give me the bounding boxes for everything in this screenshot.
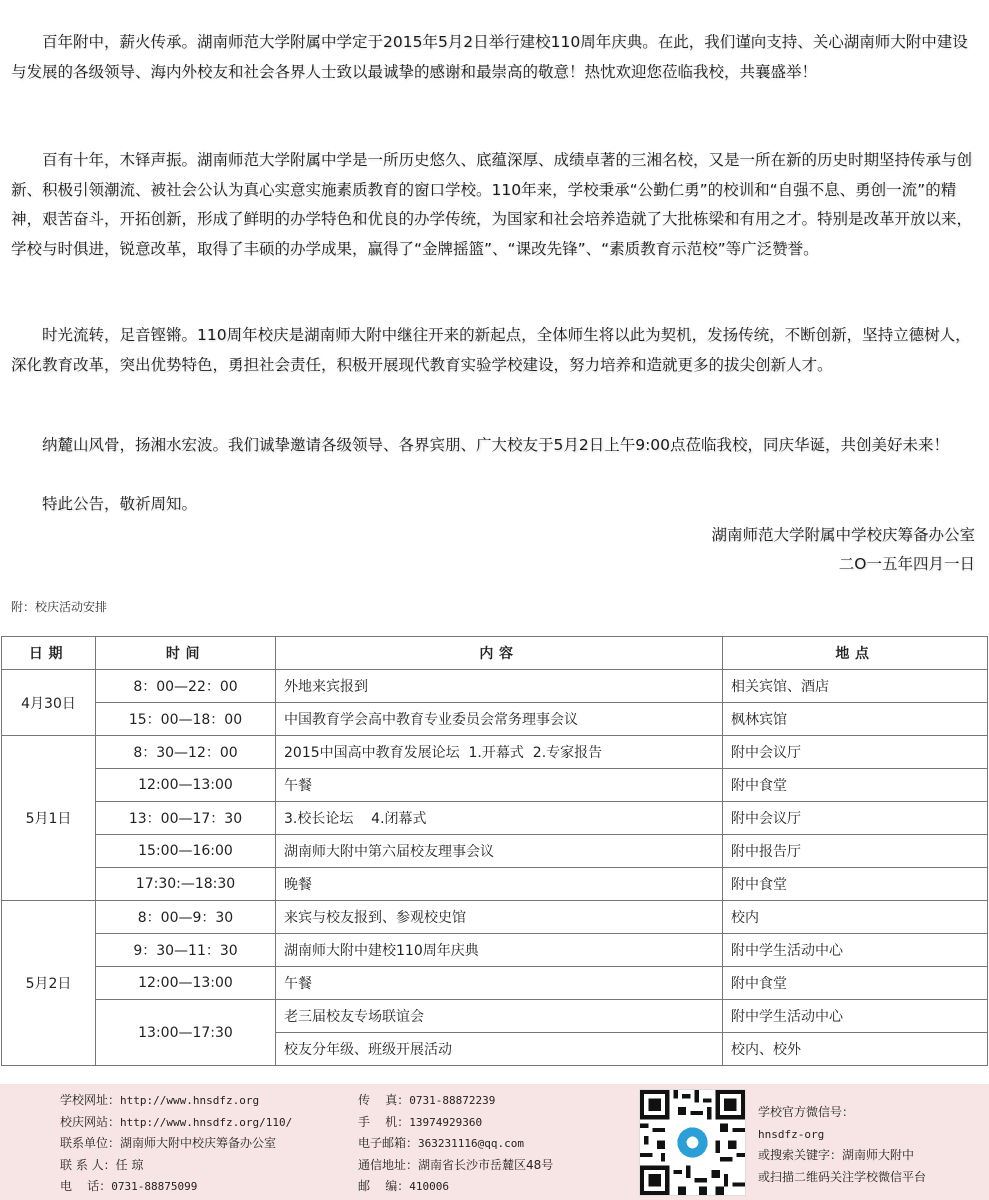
contact-footer (0, 1084, 989, 1200)
table-row (2, 1000, 988, 1033)
date-cell: 4月30日 (2, 670, 96, 736)
signer: 湖南师范大学附属中学校庆筹备办公室 (711, 526, 975, 544)
fax-label: 传 真： (358, 1093, 410, 1107)
place-cell: 附中食堂 (723, 967, 988, 1000)
place-cell: 附中学生活动中心 (723, 934, 988, 967)
paragraph-1: 百年附中，薪火传承。湖南师范大学附属中学定于2015年5月2日举行建校110周年庆典。在此，我们谨向支持、关心湖南师大附中建设与发展的各级领导、海内外校友和社会各界人士致以最诚挚的感谢和最崇高的敬意！热忱欢迎您莅临我校，共襄盛举！ (11, 33, 968, 81)
wechat-qr-code (639, 1089, 746, 1196)
place-cell: 校内 (723, 901, 988, 934)
content-cell: 3.校长论坛 4.闭幕式 (276, 802, 723, 835)
website-link[interactable]: http://www.hnsdfz.org (120, 1094, 260, 1107)
content-cell: 老三届校友专场联谊会 (276, 1000, 723, 1033)
content-cell: 外地来宾报到 (276, 670, 723, 703)
place-cell: 附中食堂 (723, 868, 988, 901)
table-row (2, 802, 988, 835)
contact-column-2 (358, 1090, 553, 1198)
time-cell: 17:30:—18:30 (96, 868, 276, 901)
content-cell: 中国教育学会高中教育专业委员会常务理事会议 (276, 703, 723, 736)
zip-label: 邮 编： (358, 1179, 410, 1193)
zip-value: 410006 (409, 1180, 450, 1193)
table-row (2, 769, 988, 802)
time-cell: 8：30—12：00 (96, 736, 276, 769)
paragraph-4: 纳麓山风骨，扬湘水宏波。我们诚挚邀请各级领导、各界宾朋、广大校友于5月2日上午9:00点莅临我校，同庆华诞，共创美好未来！ (42, 436, 950, 454)
table-row (2, 703, 988, 736)
paragraph-3: 时光流转，足音铿锵。110周年校庆是湖南师大附中继往开来的新起点，全体师生将以此为契机，发扬传统，不断创新，坚持立德树人，深化教育改革，突出优势特色，勇担社会责任，积极开展现代教育实验学校建设，努力培养和造就更多的拔尖创新人才。 (11, 326, 971, 374)
table-row (2, 670, 988, 703)
place-cell: 相关宾馆、酒店 (723, 670, 988, 703)
contact-column-1 (60, 1090, 292, 1198)
mobile-label: 手 机： (358, 1114, 410, 1129)
time-cell: 9：30—11：30 (96, 934, 276, 967)
date-cell: 5月1日 (2, 736, 96, 901)
wechat-label: 学校官方微信号： (758, 1105, 855, 1119)
wechat-search-hint: 或搜索关键字：湖南师大附中 (758, 1148, 915, 1162)
content-cell: 2015中国高中教育发展论坛 1.开幕式 2.专家报告 (276, 736, 723, 769)
time-cell: 12:00—13:00 (96, 769, 276, 802)
place-cell: 附中食堂 (723, 769, 988, 802)
time-cell: 15:00—16:00 (96, 835, 276, 868)
time-cell: 13：00—17：30 (96, 802, 276, 835)
table-row (2, 967, 988, 1000)
phone-label: 电 话： (60, 1179, 112, 1193)
place-cell: 校内、校外 (723, 1033, 988, 1066)
address-value: 湖南省长沙市岳麓区48号 (418, 1157, 554, 1172)
header-time: 时间 (96, 637, 276, 670)
mobile-value: 13974929360 (409, 1115, 483, 1129)
attachment-label: 附：校庆活动安排 (11, 600, 108, 614)
anniversary-site-label: 校庆网站： (60, 1114, 121, 1129)
content-cell: 晚餐 (276, 868, 723, 901)
address-label: 通信地址： (358, 1157, 419, 1172)
table-row (2, 835, 988, 868)
paragraph-2: 百有十年，木铎声振。湖南师范大学附属中学是一所历史悠久、底蕴深厚、成绩卓著的三湘名校，又是一所在新的历史时期坚持传承与创新、积极引领潮流、被社会公认为真心实意实施素质教育的窗口学校。110年来，学校秉承“公勤仁勇”的校训和“自强不息、勇创一流”的精神，艰苦奋斗，开拓创新，形成了鲜明的办学特色和优良的办学传统，为国家和社会培养造就了大批栋梁和有用之才。特别是改革开放以来，学校与时俱进，锐意改革，取得了丰硕的办学成果，赢得了“金牌摇篮”、“课改先锋”、“素质教育示范校”等广泛赞誉。 (11, 151, 973, 258)
qr-code-icon (640, 1090, 745, 1195)
table-row (2, 736, 988, 769)
content-cell: 校友分年级、班级开展活动 (276, 1033, 723, 1066)
contact-value: 任 琼 (115, 1157, 144, 1172)
header-place: 地点 (723, 637, 988, 670)
table-header-row (2, 637, 988, 670)
wechat-id: hnsdfz-org (758, 1127, 825, 1141)
time-cell: 8：00—22：00 (96, 670, 276, 703)
content-cell: 午餐 (276, 769, 723, 802)
content-cell: 来宾与校友报到、参观校史馆 (276, 901, 723, 934)
table-row (2, 934, 988, 967)
content-cell: 湖南师大附中第六届校友理事会议 (276, 835, 723, 868)
place-cell: 附中会议厅 (723, 736, 988, 769)
letter-date: 二O一五年四月一日 (838, 555, 975, 573)
place-cell: 附中学生活动中心 (723, 1000, 988, 1033)
email-label: 电子邮箱： (358, 1136, 419, 1150)
content-cell: 午餐 (276, 967, 723, 1000)
place-cell: 枫林宾馆 (723, 703, 988, 736)
paragraph-5: 特此公告，敬祈周知。 (42, 495, 198, 513)
org-value: 湖南师大附中校庆筹备办公室 (120, 1136, 277, 1150)
anniversary-site-link[interactable]: http://www.hnsdfz.org/110/ (120, 1115, 293, 1129)
wechat-scan-hint: 或扫描二维码关注学校微信平台 (758, 1169, 927, 1184)
time-cell: 13:00—17:30 (96, 1000, 276, 1066)
website-label: 学校网址： (60, 1093, 121, 1107)
contact-label: 联 系 人： (60, 1157, 116, 1172)
fax-value: 0731-88872239 (409, 1094, 496, 1107)
time-cell: 15：00—18：00 (96, 703, 276, 736)
place-cell: 附中报告厅 (723, 835, 988, 868)
header-content: 内容 (276, 637, 723, 670)
content-cell: 湖南师大附中建校110周年庆典 (276, 934, 723, 967)
place-cell: 附中会议厅 (723, 802, 988, 835)
table-row (2, 901, 988, 934)
header-date: 日期 (2, 637, 96, 670)
wechat-info (758, 1102, 926, 1188)
schedule-table (1, 636, 988, 1066)
phone-value: 0731-88875099 (111, 1180, 198, 1193)
time-cell: 8：00—9：30 (96, 901, 276, 934)
org-label: 联系单位： (60, 1136, 121, 1150)
time-cell: 12:00—13:00 (96, 967, 276, 1000)
email-link[interactable]: 363231116@qq.com (418, 1137, 524, 1150)
date-cell: 5月2日 (2, 901, 96, 1066)
table-row (2, 868, 988, 901)
